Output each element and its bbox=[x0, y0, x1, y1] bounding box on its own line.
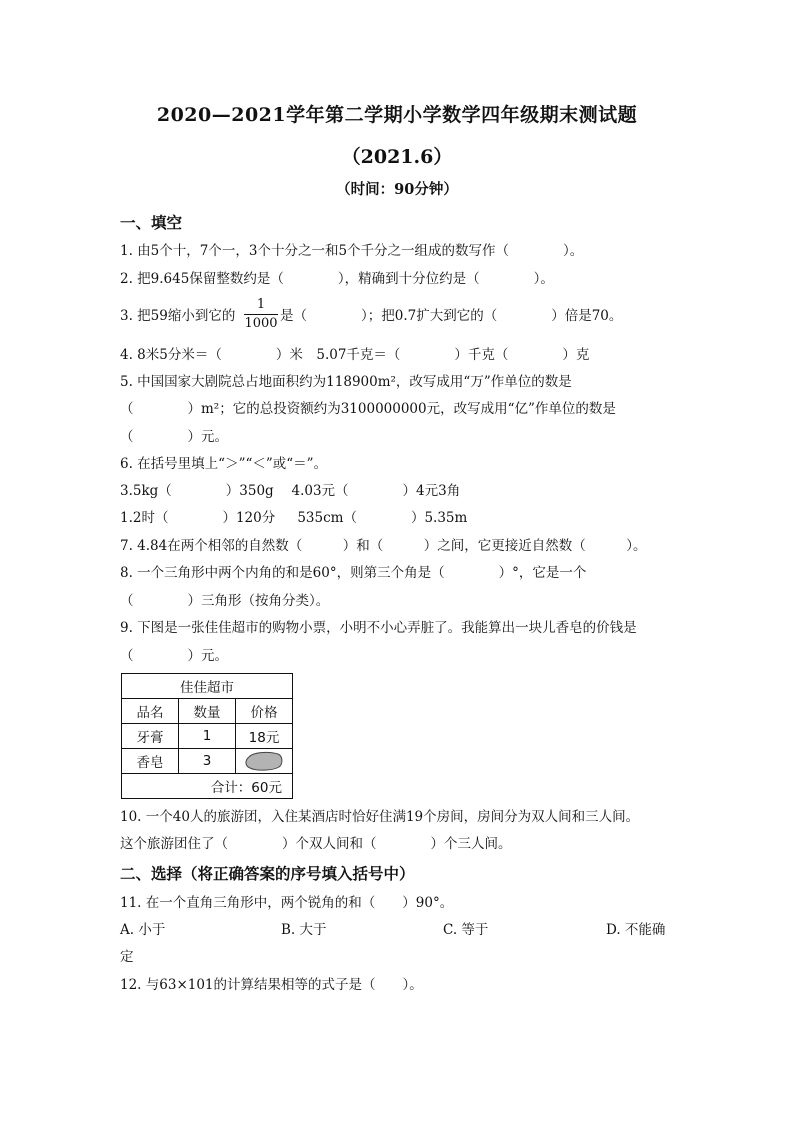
question-11-option-d-wrap: 定 bbox=[120, 949, 134, 965]
fraction-one-thousandth bbox=[244, 297, 278, 332]
question-8-line-1: 8. 一个三角形中两个内角的和是60°，则第三个角是（ ）°，它是一个 bbox=[120, 565, 587, 581]
question-5-line-2: （ ）m²；它的总投资额约为3100000000元，改写成用“亿”作单位的数是 bbox=[120, 401, 616, 417]
question-6-row-2: 1.2时（ ）120分 535cm（ ）5.35m bbox=[120, 510, 468, 526]
question-11-option-b: B. 大于 bbox=[281, 922, 327, 938]
question-6: 6. 在括号里填上“＞”“＜”或“＝”。 bbox=[120, 456, 328, 472]
question-8-line-2: （ ）三角形（按角分类）。 bbox=[120, 593, 330, 609]
exam-time-limit: （时间：90分钟） bbox=[336, 181, 458, 198]
question-9-line-1: 9. 下图是一张佳佳超市的购物小票，小明不小心弄脏了。我能算出一块儿香皂的价钱是 bbox=[120, 620, 637, 636]
question-5-line-3: （ ）元。 bbox=[120, 429, 228, 445]
question-7: 7. 4.84在两个相邻的自然数（ ）和（ ）之间，它更接近自然数（ ）。 bbox=[120, 538, 647, 554]
question-3-end: 是（ ）；把0.7扩大到它的（ ）倍是70。 bbox=[280, 308, 623, 324]
question-9-line-2: （ ）元。 bbox=[120, 648, 228, 664]
receipt-header-price: 价格 bbox=[236, 699, 293, 724]
question-10-line-2: 这个旅游团住了（ ）个双人间和（ ）个三人间。 bbox=[120, 836, 512, 852]
receipt-item-name: 香皂 bbox=[122, 749, 179, 774]
stain-blot-icon bbox=[244, 750, 284, 772]
receipt-total: 合计：60元 bbox=[122, 774, 293, 799]
receipt-item-quantity: 3 bbox=[179, 749, 236, 774]
section-fill-in: 一、填空 bbox=[120, 213, 183, 232]
question-2: 2. 把9.645保留整数约是（ ），精确到十分位约是（ ）。 bbox=[120, 271, 554, 287]
fraction-denominator: 1000 bbox=[244, 316, 278, 331]
question-1: 1. 由5个十，7个一，3个十分之一和5个千分之一组成的数写作（ ）。 bbox=[120, 243, 584, 259]
section-multiple-choice: 二、选择（将正确答案的序号填入括号中） bbox=[120, 864, 415, 883]
exam-date: （2021.6） bbox=[341, 146, 453, 168]
receipt-row bbox=[122, 749, 293, 774]
receipt-header-name: 品名 bbox=[122, 699, 179, 724]
receipt-item-price: 18元 bbox=[236, 724, 293, 749]
question-11: 11. 在一个直角三角形中，两个锐角的和（ ）90°。 bbox=[120, 895, 454, 911]
question-10-line-1: 10. 一个40人的旅游团，入住某酒店时恰好住满19个房间，房间分为双人间和三人间。 bbox=[120, 809, 640, 825]
receipt-row bbox=[122, 724, 293, 749]
receipt-item-name: 牙膏 bbox=[122, 724, 179, 749]
receipt-item-price-stained bbox=[236, 749, 293, 774]
receipt-store-name: 佳佳超市 bbox=[122, 674, 293, 699]
question-5-line-1: 5. 中国国家大剧院总占地面积约为118900m²，改写成用“万”作单位的数是 bbox=[120, 374, 572, 390]
question-11-option-d: D. 不能确 bbox=[606, 922, 666, 938]
question-3-start: 3. 把59缩小到它的 bbox=[120, 308, 236, 324]
question-12: 12. 与63×101的计算结果相等的式子是（ ）。 bbox=[120, 977, 423, 993]
receipt-item-quantity: 1 bbox=[179, 724, 236, 749]
question-6-row-1: 3.5kg（ ）350g 4.03元（ ）4元3角 bbox=[120, 483, 461, 499]
receipt-header-quantity: 数量 bbox=[179, 699, 236, 724]
question-4: 4. 8米5分米＝（ ）米 5.07千克＝（ ）千克（ ）克 bbox=[120, 347, 590, 363]
question-11-option-c: C. 等于 bbox=[443, 922, 489, 938]
fraction-numerator: 1 bbox=[244, 297, 278, 315]
shopping-receipt bbox=[121, 673, 293, 799]
question-11-option-a: A. 小于 bbox=[120, 922, 166, 938]
exam-title: 2020—2021学年第二学期小学数学四年级期末测试题 bbox=[156, 104, 638, 126]
